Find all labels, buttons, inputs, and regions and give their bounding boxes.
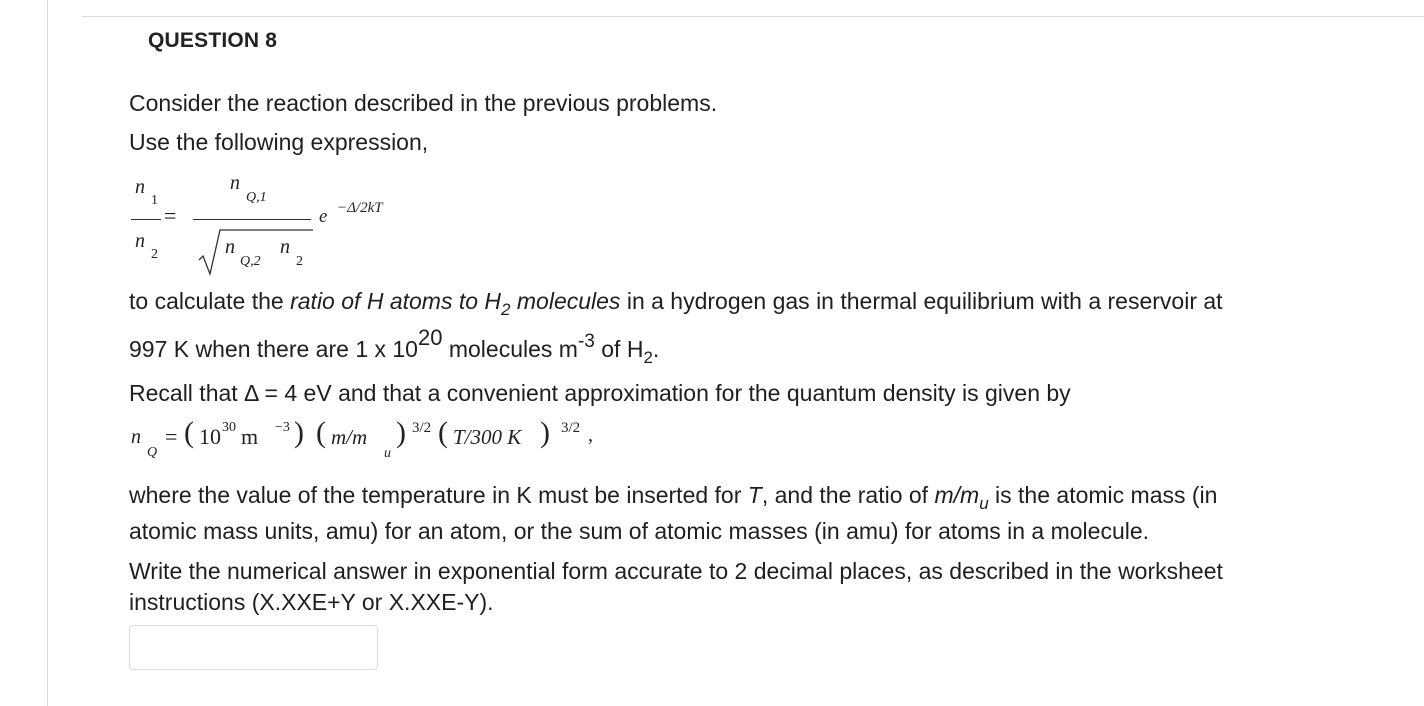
paren-open-3: ( — [438, 416, 448, 449]
lhs-n1: n — [135, 176, 145, 198]
exp-power: −Δ/2kT — [337, 200, 383, 216]
nq-sub: Q — [147, 445, 158, 460]
equals-sign: = — [164, 203, 177, 228]
explanation-mid: , and the ratio of — [761, 482, 935, 508]
unit-m-exp: −3 — [275, 420, 290, 435]
nq-equals: = — [165, 424, 178, 449]
paren-close-2: ) — [396, 416, 406, 449]
top-divider — [82, 16, 1424, 17]
temp-exp: 3/2 — [561, 420, 581, 436]
paren-close-1: ) — [294, 416, 304, 449]
temperature-symbol: T — [747, 482, 762, 508]
conditions-line — [129, 325, 660, 367]
rhs-nq1: n — [230, 172, 240, 194]
rhs-fraction-bar — [193, 219, 311, 220]
lhs-fraction-bar — [131, 219, 161, 220]
explanation-end: is the atomic mass (in — [988, 482, 1218, 508]
lhs-n2: n — [135, 230, 145, 252]
ratio-phrase-end: molecules — [510, 288, 621, 314]
calc-line-start: to calculate the — [129, 288, 291, 314]
mass-ratio-subscript: u — [979, 494, 989, 513]
paren-open-2: ( — [316, 416, 326, 449]
rhs-nq2-sub: Q,2 — [240, 254, 261, 269]
explanation-line-2: atomic mass units, amu) for an atom, or the sum of atomic masses (in amu) for atoms in a molecule. — [129, 518, 1150, 544]
instruction-line-2: instructions (X.XXE+Y or X.XXE-Y). — [129, 589, 494, 615]
explanation-line-1 — [129, 482, 1217, 511]
ten: 10 — [199, 424, 221, 449]
rhs-n2-sub: 2 — [296, 254, 303, 269]
lhs-n1-sub: 1 — [151, 193, 158, 208]
conditions-molecules: molecules m — [442, 336, 578, 362]
rhs-n2: n — [280, 236, 290, 258]
conditions-start: 997 K when there are 1 x 10 — [129, 336, 418, 362]
paren-close-3: ) — [540, 416, 550, 449]
rhs-nq2: n — [225, 236, 235, 258]
mass-ratio: m/m — [331, 425, 368, 449]
nq-symbol: n — [131, 426, 141, 448]
answer-input[interactable] — [129, 625, 378, 670]
left-border — [47, 0, 48, 706]
exp-base: e — [319, 206, 328, 227]
mass-ratio-sub: u — [384, 446, 391, 461]
conditions-period: . — [652, 336, 660, 362]
use-expression-line: Use the following expression, — [129, 129, 429, 155]
mass-exp: 3/2 — [412, 420, 432, 436]
paren-open-1: ( — [184, 416, 194, 449]
ratio-phrase-text: ratio of H atoms to H — [290, 288, 502, 314]
conditions-of: of H — [594, 336, 644, 362]
recall-line: Recall that Δ = 4 eV and that a convenient approximation for the quantum density is given by — [129, 380, 1071, 406]
formula-comma: , — [588, 424, 593, 446]
calc-line — [129, 288, 1223, 317]
ratio-phrase — [290, 288, 621, 319]
lhs-n2-sub: 2 — [151, 247, 158, 262]
unit-exponent: -3 — [577, 331, 595, 352]
rhs-nq1-sub: Q,1 — [246, 190, 267, 205]
calc-line-end: in a hydrogen gas in thermal equilibrium with a reservoir at — [620, 288, 1223, 314]
instruction-line-1: Write the numerical answer in exponential form accurate to 2 decimal places, as described in the worksheet — [129, 558, 1223, 584]
unit-m: m — [241, 424, 259, 449]
explanation-start: where the value of the temperature in K must be inserted for — [129, 482, 748, 508]
mass-ratio-main: m/m — [934, 482, 980, 508]
question-title: QUESTION 8 — [148, 29, 278, 52]
mass-ratio-text — [934, 482, 989, 513]
intro-line: Consider the reaction described in the previous problems. — [129, 90, 718, 116]
square-root-sign — [198, 226, 314, 278]
temp-ratio: T/300 K — [453, 425, 522, 449]
h2-sub: 2 — [643, 348, 653, 367]
ratio-phrase-sub: 2 — [501, 300, 511, 319]
density-exponent: 20 — [417, 325, 443, 350]
ten-exp: 30 — [222, 420, 236, 435]
